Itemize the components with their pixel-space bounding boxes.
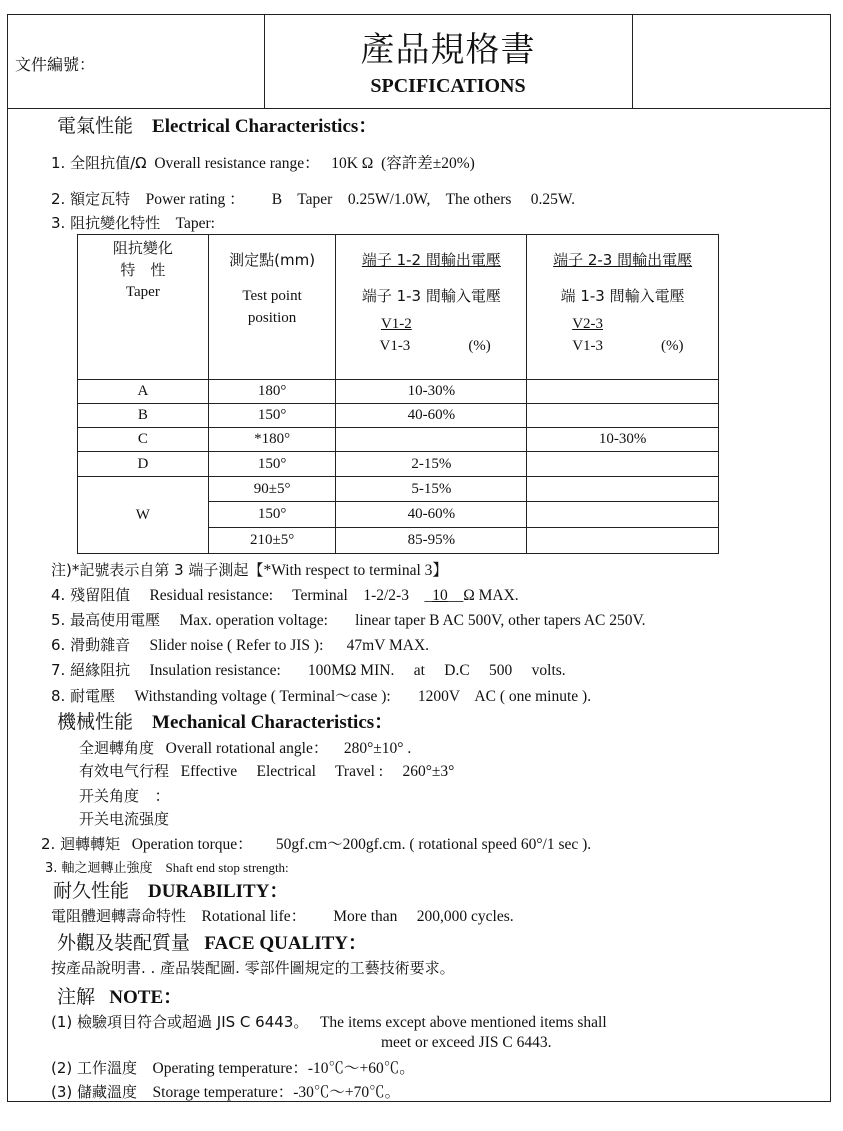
taper-header-cn1: 阻抗變化 [112,239,173,257]
terminal-note [51,558,448,580]
electrical-heading-cn: 電氣性能 [57,115,134,137]
item-label: 6. 滑動雜音 [51,636,131,654]
mechanical-heading-en: Mechanical Characteristics： [152,712,394,733]
table-row [78,380,719,404]
note-heading-cn: 注解 [57,986,96,1008]
spec-item-slider-noise [51,634,429,655]
terminal-note-en: *With respect to terminal 3】 [263,562,448,579]
taper-cell: D [78,452,209,477]
v23-cell [527,380,719,404]
spec-item-switch-current [79,808,169,829]
page-title-cn: 產品規格書 [360,30,536,70]
note-item-1-cont: meet or exceed JIS C 6443. [381,1034,552,1051]
spec-item-taper [51,212,215,233]
item-value: Shaft end stop strength: [165,860,289,875]
position-cell: *180° [208,428,336,452]
item-value: Max. operation voltage: linear taper B AC 500V, other tapers AC 250V. [179,612,646,629]
taper-header [78,235,209,380]
table-row [78,428,719,452]
position-cell: 150° [208,502,336,528]
spec-item-travel [79,760,454,781]
spec-item-rotational-angle [79,736,411,758]
position-cell: 150° [208,452,336,477]
note-item-2 [51,1056,415,1078]
taper-cell: C [78,428,209,452]
item-label: 8. 耐電壓 [51,687,116,705]
v23-header-output: 端子 2-3 間輸出電壓 [553,251,693,269]
item-label: 开关角度 [79,787,140,805]
item-label: 7. 絕緣阻抗 [51,661,131,679]
spec-item-residual [51,584,519,605]
item-value: Rotational life： More than 200,000 cycles. [201,908,514,925]
v12-cell: 40-60% [336,404,527,428]
v23-header-num: V2-3 [572,316,604,332]
item-value: Taper: [175,215,215,232]
position-cell: 90±5° [208,477,336,502]
v12-cell: 2-15% [336,452,527,477]
test-point-header-en2: position [247,310,297,326]
table-row [78,404,719,428]
blank-cell [632,14,829,108]
position-cell: 210±5° [208,528,336,554]
item-label: 开关电流强度 [79,810,170,828]
v23-cell [527,477,719,502]
v12-cell [336,428,527,452]
position-cell: 150° [208,404,336,428]
durability-heading [53,876,288,903]
item-value-unit: __Ω MAX. [447,587,519,604]
durability-heading-en: DURABILITY： [148,881,289,902]
spec-item-switch-angle [79,784,170,806]
taper-header-en: Taper [125,284,160,300]
item-value: Insulation resistance: 100MΩ MIN. at D.C 500 volts. [149,662,566,679]
item-label: 2. 額定瓦特 [51,190,131,208]
header-table [7,14,831,109]
face-quality-text: 按產品說明書. . 產品裝配圖. 零部件圖規定的工藝技術要求。 [51,959,455,977]
v23-cell: 10-30% [527,428,719,452]
electrical-heading [57,111,377,138]
item-value: The items except above mentioned items shall [319,1014,607,1031]
v12-cell: 10-30% [336,380,527,404]
item-label: 電阻體迴轉壽命特性 [51,907,187,925]
position-cell: 180° [208,380,336,404]
item-value: Slider noise ( Refer to JIS ): 47mV MAX. [149,637,430,654]
v23-cell [527,502,719,528]
item-label: (1) 檢驗項目符合或超過 JIS C 6443。 [51,1013,309,1031]
note-item-3 [51,1080,400,1102]
item-value: Withstanding voltage ( Terminal～case ): 1200V AC ( one minute ). [134,688,592,705]
item-label: 有效电气行程 [79,762,170,780]
table-row [78,452,719,477]
item-label: (2) 工作溫度 [51,1059,138,1077]
v12-header [336,235,527,380]
title-cell [264,14,633,108]
mechanical-heading [57,707,393,734]
v23-cell [527,404,719,428]
taper-table [77,234,719,554]
face-quality-heading-cn: 外觀及裝配質量 [57,932,191,954]
face-quality-heading-en: FACE QUALITY： [204,933,368,954]
note-item-1 [51,1011,607,1032]
spec-item-withstanding [51,684,591,706]
v12-header-output: 端子 1-2 間輸出電壓 [361,251,501,269]
electrical-heading-en: Electrical Characteristics： [152,116,378,137]
v12-header-pct: (%) [468,338,491,354]
doc-number-label: 文件編號： [15,55,96,74]
item-value: Effective Electrical Travel : 260°±3° [180,763,455,780]
v12-header-num: V1-2 [380,316,412,332]
item-label: 2. 迴轉轉矩 [41,835,121,853]
spec-item-power-rating [51,187,575,209]
item-colon: ： [154,788,171,805]
item-value: Operation torque： 50gf.cm～200gf.cm. ( rotational speed 60°/1 sec ). [131,836,592,853]
taper-cell: B [78,404,209,428]
item-label: 3. 軸之迴轉止強度 [45,861,153,876]
item-value: Residual resistance: Terminal 1-2/2-3 _ [149,587,433,604]
taper-header-cn2: 特 性 [120,261,166,279]
terminal-note-cn: 注)*記號表示自第 3 端子測起【 [51,561,264,579]
taper-cell: W [78,477,209,554]
item-value: Overall rotational angle： 280°±10° . [165,740,412,757]
v12-cell: 40-60% [336,502,527,528]
v12-header-input: 端子 1-3 間輸入電壓 [361,287,501,305]
item-label: 5. 最高使用電壓 [51,611,161,629]
durability-heading-cn: 耐久性能 [53,880,130,902]
mechanical-heading-cn: 機械性能 [57,711,134,733]
v23-header-input: 端 1-3 間輸入電壓 [560,287,685,305]
v12-cell: 5-15% [336,477,527,502]
spec-item-resistance [51,151,475,173]
table-row [78,477,719,502]
v23-cell [527,452,719,477]
taper-cell: A [78,380,209,404]
item-label: 1. 全阻抗值/Ω [51,154,147,172]
spec-item-rotational-life [51,904,514,926]
item-value: Overall resistance range： 10K Ω (容許差±20%) [154,155,475,172]
item-label: 全迴轉角度 [79,739,155,757]
item-value: Storage temperature：-30℃～+70℃。 [152,1084,401,1101]
v12-header-den: V1-3 [379,338,411,354]
v12-cell: 85-95% [336,528,527,554]
spec-item-max-voltage [51,609,646,630]
item-label: (3) 儲藏溫度 [51,1083,138,1101]
spec-item-stop-strength [45,857,289,876]
face-quality-heading [57,928,367,955]
doc-number-cell [7,14,265,108]
test-point-header-cn: 測定點(mm) [229,251,316,269]
test-point-header-en1: Test point [242,288,302,304]
v23-cell [527,528,719,554]
note-heading [57,982,182,1009]
residual-value: 10 [432,587,448,604]
v23-header [527,235,719,380]
item-label: 4. 殘留阻值 [51,586,131,604]
item-value: Operating temperature：-10℃～+60℃。 [152,1060,415,1077]
note-heading-en: NOTE： [109,987,183,1008]
item-value: Power rating ： B Taper 0.25W/1.0W, The others 0.25W. [145,191,576,208]
spec-item-insulation [51,659,566,680]
item-label: 3. 阻抗變化特性 [51,214,161,232]
page-title-en: SPCIFICATIONS [370,75,526,97]
test-point-header [208,235,336,380]
spec-item-torque [41,832,591,854]
v23-header-den: V1-3 [572,338,604,354]
v23-header-pct: (%) [661,338,684,354]
